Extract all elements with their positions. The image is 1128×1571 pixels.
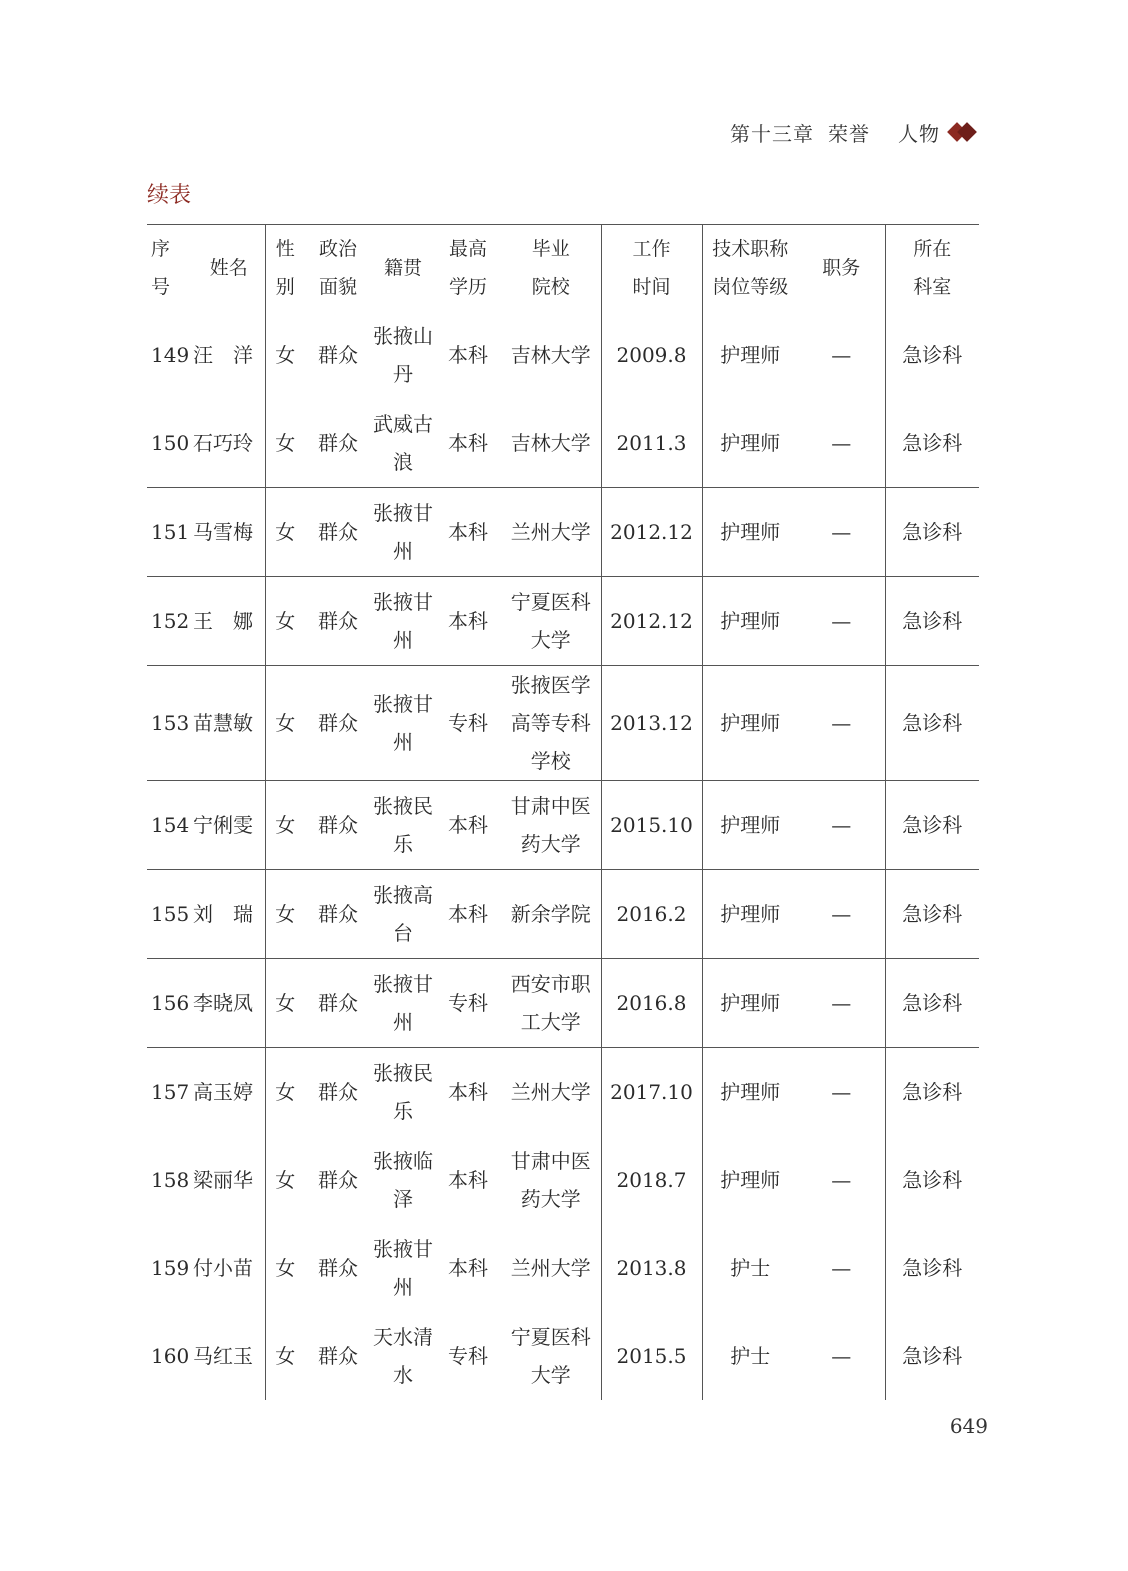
table-row <box>147 781 979 870</box>
cell-title: 护理师 <box>702 781 798 870</box>
table-row <box>147 577 979 666</box>
continued-label: 续表 <box>147 183 192 208</box>
cell-native: 张掖高台 <box>371 870 435 959</box>
col-header-gender: 性 别 <box>265 225 305 312</box>
cell-native: 天水清水 <box>373 1325 433 1387</box>
cell-edu: 本科 <box>435 577 501 666</box>
cell-edu: 本科 <box>435 488 501 577</box>
table-header-row <box>147 225 979 312</box>
cell-name: 汪 洋 <box>193 343 253 367</box>
table-row <box>147 1312 979 1400</box>
cell-seq: 160 <box>151 1344 190 1368</box>
cell-school: 新余学院 <box>501 870 601 959</box>
cell-seq: 154 <box>147 781 193 870</box>
table-row <box>147 870 979 959</box>
cell-work: 2018.7 <box>601 1136 702 1224</box>
cell-name: 梁丽华 <box>193 1168 253 1192</box>
cell-dept: 急诊科 <box>885 488 979 577</box>
cell-name: 李晓凤 <box>193 959 265 1048</box>
cell-gender: 女 <box>265 1136 305 1224</box>
cell-edu: 本科 <box>448 1256 488 1280</box>
cell-dept: 急诊科 <box>885 1136 979 1224</box>
col-header-post: 职务 <box>798 225 885 312</box>
cell-edu: 专科 <box>435 666 501 781</box>
table-row <box>147 959 979 1048</box>
cell-work: 2012.12 <box>601 488 702 577</box>
cell-school: 吉林大学 <box>510 431 591 455</box>
cell-work: 2011.3 <box>601 399 702 488</box>
cell-edu: 本科 <box>435 870 501 959</box>
cell-name: 王 娜 <box>193 577 265 666</box>
cell-politics: 群众 <box>318 343 358 367</box>
cell-edu: 本科 <box>435 1048 501 1137</box>
cell-post: — <box>831 1344 852 1368</box>
cell-title: 护理师 <box>702 488 798 577</box>
cell-school: 甘肃中医药大学 <box>501 781 601 870</box>
cell-title: 护理师 <box>702 311 798 399</box>
cell-school: 兰州大学 <box>501 488 601 577</box>
cell-title: 护理师 <box>702 399 798 488</box>
cell-gender: 女 <box>265 577 305 666</box>
col-header-name: 姓名 <box>193 225 265 312</box>
cell-work: 2016.8 <box>601 959 702 1048</box>
cell-post: — <box>831 1256 852 1280</box>
col-header-dept: 所在 科室 <box>885 225 979 312</box>
cell-seq: 158 <box>151 1168 190 1192</box>
col-header-school: 毕业 院校 <box>501 225 601 312</box>
cell-native: 武威古浪 <box>373 412 433 474</box>
cell-work: 2015.10 <box>601 781 702 870</box>
cell-native: 张掖山丹 <box>373 324 433 386</box>
section-label: 荣誉 <box>828 121 870 146</box>
cell-politics: 群众 <box>305 781 371 870</box>
cell-dept: 急诊科 <box>885 666 979 781</box>
cell-native: 张掖甘州 <box>373 1237 433 1299</box>
col-header-native: 籍贯 <box>371 225 435 312</box>
col-header-work: 工作 时间 <box>601 225 702 312</box>
cell-work: 2013.8 <box>601 1224 702 1312</box>
cell-title: 护理师 <box>702 577 798 666</box>
cell-gender: 女 <box>265 1312 305 1400</box>
cell-title: 护理师 <box>702 666 798 781</box>
cell-edu: 专科 <box>448 1344 488 1368</box>
cell-post: — <box>798 870 885 959</box>
col-header-edu: 最高 学历 <box>435 225 501 312</box>
cell-post: — <box>798 959 885 1048</box>
cell-gender: 女 <box>265 870 305 959</box>
cell-gender: 女 <box>265 781 305 870</box>
cell-native: 张掖民乐 <box>371 1048 435 1137</box>
cell-dept: 急诊科 <box>885 399 979 488</box>
cell-title: 护士 <box>702 1224 798 1312</box>
cell-name: 付小苗 <box>193 1256 253 1280</box>
table-row <box>147 399 979 488</box>
cell-gender: 女 <box>265 959 305 1048</box>
cell-politics: 群众 <box>318 1168 358 1192</box>
staff-table <box>147 224 979 1400</box>
cell-title: 护士 <box>702 1312 798 1400</box>
col-header-politics: 政治 面貌 <box>305 225 371 312</box>
page-number: 649 <box>949 1414 988 1438</box>
chapter-label: 第十三章 <box>730 121 814 146</box>
cell-politics: 群众 <box>305 488 371 577</box>
cell-seq: 152 <box>147 577 193 666</box>
cell-work: 2009.8 <box>601 311 702 399</box>
cell-politics: 群众 <box>305 1048 371 1137</box>
cell-name: 苗慧敏 <box>193 666 265 781</box>
cell-edu: 本科 <box>448 1168 488 1192</box>
cell-edu: 专科 <box>435 959 501 1048</box>
table-row <box>147 1048 979 1137</box>
cell-title: 护理师 <box>702 959 798 1048</box>
cell-work: 2016.2 <box>601 870 702 959</box>
cell-native: 张掖甘州 <box>371 577 435 666</box>
cell-edu: 本科 <box>448 431 488 455</box>
cell-politics: 群众 <box>305 666 371 781</box>
cell-post: — <box>798 781 885 870</box>
cell-post: — <box>831 343 852 367</box>
cell-school: 宁夏医科大学 <box>501 577 601 666</box>
cell-gender: 女 <box>265 1224 305 1312</box>
cell-native: 张掖民乐 <box>371 781 435 870</box>
cell-politics: 群众 <box>318 431 358 455</box>
cell-name: 刘 瑞 <box>193 870 265 959</box>
cell-name: 高玉婷 <box>193 1048 265 1137</box>
cell-post: — <box>798 488 885 577</box>
cell-dept: 急诊科 <box>885 870 979 959</box>
cell-seq: 157 <box>147 1048 193 1137</box>
cell-native: 张掖临泽 <box>373 1149 433 1211</box>
cell-gender: 女 <box>265 488 305 577</box>
cell-politics: 群众 <box>318 1344 358 1368</box>
cell-native: 张掖甘州 <box>371 488 435 577</box>
subsection-label: 人物 <box>898 121 940 146</box>
diamond-ornament-icon <box>948 121 978 143</box>
cell-school: 张掖医学高等专科学校 <box>501 666 601 781</box>
cell-seq: 151 <box>147 488 193 577</box>
cell-native: 张掖甘州 <box>371 959 435 1048</box>
cell-name: 宁俐雯 <box>193 781 265 870</box>
table-row <box>147 1136 979 1224</box>
cell-seq: 153 <box>147 666 193 781</box>
cell-work: 2015.5 <box>601 1312 702 1400</box>
cell-seq: 149 <box>151 343 190 367</box>
cell-dept: 急诊科 <box>885 1312 979 1400</box>
cell-seq: 150 <box>151 431 190 455</box>
cell-school: 兰州大学 <box>501 1048 601 1137</box>
cell-title: 护理师 <box>702 1048 798 1137</box>
cell-post: — <box>798 577 885 666</box>
cell-school: 吉林大学 <box>510 343 591 367</box>
cell-school: 甘肃中医药大学 <box>510 1149 591 1211</box>
cell-work: 2012.12 <box>601 577 702 666</box>
cell-title: 护理师 <box>702 1136 798 1224</box>
cell-edu: 本科 <box>448 343 488 367</box>
cell-post: — <box>798 1048 885 1137</box>
cell-school: 宁夏医科大学 <box>510 1325 591 1387</box>
cell-name: 石巧玲 <box>193 431 253 455</box>
cell-politics: 群众 <box>305 577 371 666</box>
cell-dept: 急诊科 <box>885 959 979 1048</box>
cell-dept: 急诊科 <box>885 781 979 870</box>
table-row <box>147 488 979 577</box>
cell-post: — <box>831 431 852 455</box>
cell-work: 2013.12 <box>601 666 702 781</box>
cell-gender: 女 <box>265 399 305 488</box>
cell-dept: 急诊科 <box>885 311 979 399</box>
cell-seq: 156 <box>147 959 193 1048</box>
cell-politics: 群众 <box>305 959 371 1048</box>
col-header-seq: 序 号 <box>147 225 193 312</box>
cell-gender: 女 <box>265 311 305 399</box>
table-row <box>147 1224 979 1312</box>
cell-name: 马雪梅 <box>193 488 265 577</box>
cell-gender: 女 <box>265 666 305 781</box>
cell-native: 张掖甘州 <box>371 666 435 781</box>
cell-seq: 159 <box>151 1256 190 1280</box>
running-header <box>730 116 978 148</box>
cell-name: 马红玉 <box>193 1344 253 1368</box>
cell-work: 2017.10 <box>601 1048 702 1137</box>
col-header-title: 技术职称 岗位等级 <box>702 225 798 312</box>
cell-school: 西安市职工大学 <box>501 959 601 1048</box>
cell-dept: 急诊科 <box>885 1224 979 1312</box>
cell-politics: 群众 <box>318 1256 358 1280</box>
cell-post: — <box>798 666 885 781</box>
cell-title: 护理师 <box>702 870 798 959</box>
cell-school: 兰州大学 <box>510 1256 591 1280</box>
table-row <box>147 311 979 399</box>
cell-seq: 155 <box>147 870 193 959</box>
cell-dept: 急诊科 <box>885 1048 979 1137</box>
cell-post: — <box>831 1168 852 1192</box>
cell-gender: 女 <box>265 1048 305 1137</box>
cell-dept: 急诊科 <box>885 577 979 666</box>
table-row <box>147 666 979 781</box>
cell-edu: 本科 <box>435 781 501 870</box>
cell-politics: 群众 <box>305 870 371 959</box>
